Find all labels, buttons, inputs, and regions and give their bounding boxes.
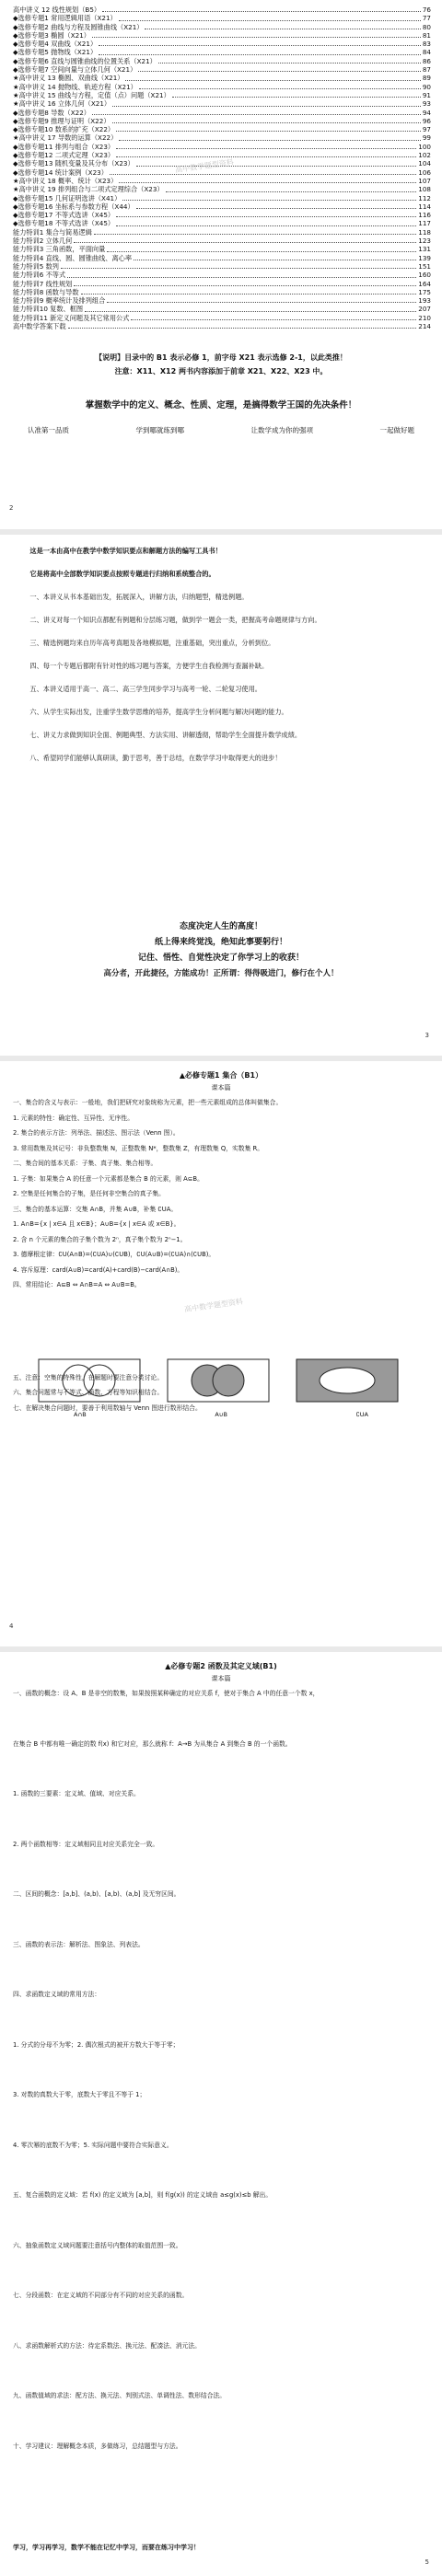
venn-label-2: A∪B (215, 1411, 227, 1418)
functions-line: 一、函数的概念：设 A、B 是非空的数集，如果按照某种确定的对应关系 f，使对于集合 A 中的任意一个数 x， (13, 1690, 320, 1697)
slogan-3: 让数学成为你的强项 (250, 426, 313, 434)
sets-line: 2. 空集是任何集合的子集，是任何非空集合的真子集。 (13, 1190, 165, 1197)
toc-row[interactable] (0, 245, 442, 253)
toc-title: ◆选修专题13 随机变量及其分布（X23） (13, 159, 134, 168)
toc-leader (145, 28, 420, 29)
toc-row[interactable] (0, 280, 442, 288)
toc-page: 97 (422, 125, 431, 134)
toc-page: 99 (422, 133, 431, 143)
toc-page: 102 (418, 151, 431, 160)
toc-title: ◆选修专题4 双曲线（X21） (13, 40, 98, 49)
toc-page: 117 (418, 219, 431, 228)
toc-title: ★高中讲义 16 立体几何（X21） (13, 99, 111, 109)
toc-title: ★高中讲义 13 椭圆、双曲线（X21） (13, 74, 124, 83)
toc-title: 能力特训6 不等式 (13, 271, 66, 280)
toc-page: 114 (418, 202, 431, 211)
toc-leader (74, 241, 416, 243)
toc-row[interactable] (0, 194, 442, 202)
toc-row[interactable] (0, 211, 442, 219)
toc-title: 能力特训2 立体几何 (13, 237, 73, 246)
slogan-2: 学到哪就练到哪 (135, 426, 184, 434)
page-3-sets (0, 1061, 442, 1646)
sets-line: 二、集合间的基本关系：子集、真子集、集合相等。 (13, 1160, 157, 1167)
toc-title: ★高中讲义 19 排列组合与二项式定理综合（X23） (13, 185, 164, 194)
toc-title: ◆选修专题15 几何证明选讲（X41） (13, 193, 122, 202)
functions-line: 3. 对数的真数大于零，底数大于零且不等于 1； (13, 2091, 146, 2098)
sets-line: 2. 含 n 个元素的集合的子集个数为 2ⁿ，真子集个数为 2ⁿ−1。 (13, 1235, 187, 1243)
page-number: 3 (425, 1032, 429, 1039)
toc-page: 77 (422, 14, 431, 23)
venn-label-3: ∁UA (355, 1411, 368, 1418)
toc-title: ◆选修专题6 直线与圆锥曲线的位置关系（X21） (13, 56, 157, 65)
functions-line: 五、复合函数的定义域：若 f(x) 的定义域为 [a,b]，则 f(g(x)) 的定义域由 a≤g(x)≤b 解出。 (13, 2191, 273, 2199)
toc-page: 118 (418, 227, 431, 237)
functions-line: 四、求函数定义域的常用方法： (13, 1991, 101, 1998)
toc-leader (112, 121, 421, 123)
toc-leader (158, 62, 421, 64)
toc-leader (119, 181, 416, 183)
toc-leader (112, 105, 421, 107)
toc-title: ◆选修专题1 常用逻辑用语（X21） (13, 14, 117, 23)
toc-leader (102, 10, 421, 12)
toc-page: 116 (418, 211, 431, 220)
toc-title: ◆选修专题18 不等式选讲（X45） (13, 219, 115, 228)
toc-page: 151 (418, 261, 431, 271)
toc-row[interactable] (0, 83, 442, 91)
page-footer-note: 学习，学习再学习，数学不能在记忆中学习，而要在练习中学习！ (13, 2544, 200, 2551)
closing-line-1: 态度决定人生的高度！ (179, 922, 262, 931)
closing-line-3: 记住、悟性、自觉性决定了你学习上的收获！ (137, 953, 304, 963)
toc-row[interactable] (0, 91, 442, 99)
toc-title: ◆选修专题12 二项式定理（X23） (13, 151, 115, 160)
toc-leader (125, 79, 420, 81)
page-4-functions (0, 1652, 442, 2576)
toc-row[interactable] (0, 117, 442, 125)
toc-row[interactable] (0, 262, 442, 271)
toc-title: 能力特训7 线性规划 (13, 279, 73, 288)
toc-row[interactable] (0, 133, 442, 142)
slogan-1: 认准第一品质 (28, 426, 69, 434)
section-subtitle: 课本篇 (211, 1084, 231, 1092)
toc-page: 106 (418, 167, 431, 177)
functions-line: 二、区间的概念：[a,b]、(a,b)、[a,b)、(a,b] 及无穷区间。 (13, 1890, 180, 1898)
toc-title: 能力特训8 函数与导数 (13, 287, 79, 296)
toc-row[interactable] (0, 271, 442, 279)
toc-page: 210 (418, 313, 431, 322)
toc-page: 93 (422, 99, 431, 109)
toc-title: ◆选修专题2 曲线与方程及圆锥曲线（X21） (13, 22, 144, 31)
toc-title: ◆选修专题16 坐标系与参数方程（X44） (13, 202, 134, 211)
functions-line: 在集合 B 中都有唯一确定的数 f(x) 和它对应，那么就称 f：A→B 为从集合 A 到集合 B 的一个函数。 (13, 1739, 292, 1748)
toc-row[interactable] (0, 237, 442, 245)
toc-leader (85, 310, 416, 312)
sets-line: 1. 子集：如果集合 A 的任意一个元素都是集合 B 的元素，则 A⊆B。 (13, 1174, 204, 1183)
toc-row[interactable] (0, 125, 442, 133)
sets-line: 七、在解决集合问题时，要善于利用数轴与 Venn 图进行数形结合。 (13, 1404, 202, 1412)
sets-line: 一、集合的含义与表示：一般地，我们把研究对象统称为元素，把一些元素组成的总体叫做集合。 (13, 1099, 283, 1106)
toc-row[interactable] (0, 74, 442, 82)
toc-row[interactable] (0, 202, 442, 211)
toc-row[interactable] (0, 6, 442, 14)
toc-row[interactable] (0, 57, 442, 65)
functions-line: 2. 两个函数相等：定义域相同且对应关系完全一致。 (13, 1840, 159, 1848)
toc-page: 108 (418, 185, 431, 194)
toc-row[interactable] (0, 296, 442, 305)
toc-page: 112 (418, 193, 431, 202)
page-1-toc (0, 0, 442, 529)
toc-page: 175 (418, 287, 431, 296)
toc-leader (107, 250, 416, 252)
toc-leader (81, 293, 417, 295)
toc-row[interactable] (0, 254, 442, 262)
toc-title: ◆选修专题17 不等式选讲（X45） (13, 211, 115, 220)
toc-row[interactable] (0, 40, 442, 48)
toc-leader (99, 44, 421, 46)
sets-line: 六、集合问题常与不等式、函数、方程等知识相结合。 (13, 1389, 164, 1396)
page-motto: 掌握数学中的定义、概念、性质、定理，是搞得数学王国的先决条件！ (85, 400, 357, 410)
toc-note-2: 注意：X11、X12 两书内容添加于前章 X21、X22、X23 中。 (114, 367, 328, 375)
preface-paragraph: 六、从学生实际出发，注重学生数学思维的培养，提高学生分析问题与解决问题的能力。 (29, 708, 288, 716)
toc-leader (92, 36, 421, 38)
preface-paragraph: 八、希望同学们能够认真研读，勤于思考，善于总结，在数学学习中取得更大的进步！ (29, 754, 282, 762)
toc-leader (61, 267, 416, 269)
toc-title: 能力特训4 直线、圆、圆锥曲线、离心率 (13, 253, 133, 262)
toc-leader (116, 147, 416, 149)
closing-line-4: 高分者，开此捷径，方能成功！正所谓：得得吸进门，修行在个人！ (103, 969, 339, 978)
section-title: ▲必修专题2 函数及其定义域(B1) (165, 1662, 277, 1670)
sets-line: 三、集合的基本运算：交集 A∩B，并集 A∪B，补集 ∁UA。 (13, 1205, 178, 1213)
toc-page: 80 (422, 22, 431, 31)
functions-line: 八、求函数解析式的方法：待定系数法、换元法、配凑法、消元法。 (13, 2341, 201, 2350)
functions-line: 1. 分式的分母不为零；2. 偶次根式的被开方数大于等于零； (13, 2040, 180, 2049)
toc-row[interactable] (0, 305, 442, 313)
toc-title: 能力特训9 概率统计及排列组合 (13, 296, 106, 306)
toc-leader (172, 96, 421, 98)
slogan-row (0, 425, 442, 435)
toc-row[interactable] (0, 185, 442, 193)
functions-line: 七、分段函数：在定义域的不同部分有不同的对应关系的函数。 (13, 2292, 189, 2299)
toc-page: 131 (418, 245, 431, 254)
page-number: 5 (425, 2559, 429, 2566)
toc-title: ★高中讲义 15 曲线与方程，定值（点）问题（X21） (13, 90, 170, 99)
toc-row[interactable] (0, 168, 442, 177)
toc-title: ★高中讲义 18 概率、统计（X23） (13, 176, 118, 185)
preface-paragraph: 二、讲义对每一个知识点都配有例题和分层练习题，做到学一题会一类，把握高考命题规律与方向。 (29, 616, 321, 624)
toc-leader (116, 156, 416, 157)
toc-page: 104 (418, 159, 431, 168)
toc-row[interactable] (0, 14, 442, 22)
toc-leader (139, 87, 421, 89)
functions-line: 六、抽象函数定义域问题要注意括号内整体的取值范围一致。 (13, 2241, 182, 2249)
toc-page: 107 (418, 176, 431, 185)
toc-page: 164 (418, 279, 431, 288)
venn-intersection (39, 1359, 140, 1402)
toc-row[interactable] (0, 228, 442, 237)
toc-leader (67, 276, 416, 278)
toc-row[interactable] (0, 99, 442, 108)
watermark: 高中数学题型资料 (183, 1297, 244, 1314)
toc-row[interactable] (0, 109, 442, 117)
toc-note: 【说明】目录中的 B1 表示必修 1，前字母 X21 表示选修 2-1，以此类推！ (95, 353, 347, 362)
preface-paragraph: 四、每一个专题后都附有针对性的练习题与答案，方便学生自我检测与查漏补缺。 (29, 662, 269, 670)
toc-page: 123 (418, 237, 431, 246)
toc-title: ◆选修专题3 椭圆（X21） (13, 30, 90, 40)
toc-leader (119, 139, 421, 141)
toc-leader (107, 301, 416, 303)
toc-row[interactable] (0, 48, 442, 56)
toc-row[interactable] (0, 288, 442, 296)
toc-row[interactable] (0, 219, 442, 227)
toc-page: 90 (422, 82, 431, 91)
toc-row[interactable] (0, 322, 442, 330)
functions-body (0, 1689, 442, 2491)
closing-line-2: 纸上得来终觉浅，绝知此事要躬行！ (154, 938, 287, 947)
toc-leader (131, 318, 416, 320)
toc-page: 160 (418, 271, 431, 280)
toc-row[interactable] (0, 31, 442, 40)
preface-paragraph: 三、精选例题均来自历年高考真题及各地模拟题，注重基础，突出重点，分析到位。 (29, 639, 275, 647)
toc-title: 能力特训11 新定义问题及其它常用公式 (13, 313, 130, 322)
preface-body (0, 546, 442, 776)
preface-paragraph: 这是一本由高中在教学中数学知识要点和解题方法的编写工具书！ (29, 547, 222, 555)
functions-line: 1. 函数的三要素：定义域、值域、对应关系。 (13, 1790, 140, 1797)
toc-leader (94, 233, 416, 235)
sets-line: 3. 常用数集及其记号：非负整数集 N，正整数集 N*，整数集 Z，有理数集 Q，实数集 R。 (13, 1144, 264, 1152)
toc-leader (116, 130, 421, 132)
sets-line: 3. 德摩根定律：∁U(A∩B)=(∁UA)∪(∁UB)，∁U(A∪B)=(∁UA)∩(∁UB)。 (13, 1251, 215, 1258)
functions-line: 三、函数的表示法：解析法、图象法、列表法。 (13, 1940, 145, 1948)
venn-label-1: A∩B (74, 1411, 87, 1418)
toc-title: 能力特训10 复数、框图 (13, 305, 84, 314)
toc-title: ◆选修专题7 空间向量与立体几何（X21） (13, 65, 137, 75)
toc-title: ◆选修专题14 统计案例（X23） (13, 167, 108, 177)
venn-union (168, 1359, 269, 1402)
toc-leader (136, 207, 417, 209)
venn-complement (297, 1359, 398, 1402)
toc-title: ◆选修专题8 导数（X22） (13, 108, 90, 117)
toc-leader (99, 53, 421, 55)
toc-page: 89 (422, 74, 431, 83)
toc-title: ★高中讲义 17 导数的运算（X22） (13, 133, 118, 143)
page-2-preface (0, 535, 442, 1056)
toc-page: 84 (422, 48, 431, 57)
toc-leader (119, 19, 421, 21)
toc-page: 94 (422, 108, 431, 117)
sets-line: 1. A∩B={x | x∈A 且 x∈B}；A∪B={x | x∈A 或 x∈B}。 (13, 1220, 180, 1228)
slogan-4: 一起做好题 (379, 426, 414, 434)
toc-leader (116, 225, 416, 226)
preface-paragraph: 它是将高中全部数学知识要点按照专题进行归纳和系统整合的。 (29, 570, 215, 578)
toc-page: 87 (422, 65, 431, 75)
toc-page: 86 (422, 56, 431, 65)
functions-line: 十、学习建议：理解概念本质，多做练习，总结题型与方法。 (13, 2442, 182, 2450)
preface-paragraph: 七、讲义力求做到知识全面、例题典型、方法实用、讲解透彻，帮助学生全面提升数学成绩。 (29, 731, 302, 739)
toc-title: ★高中讲义 14 抛物线、轨迹方程（X21） (13, 82, 137, 91)
toc-title: 高中讲义 12 线性规划（B5） (13, 6, 101, 14)
functions-line: 九、函数值域的求法：配方法、换元法、判别式法、单调性法、数形结合法。 (13, 2392, 227, 2399)
sets-line: 2. 集合的表示方法：列举法、描述法、图示法（Venn 图）。 (13, 1129, 180, 1137)
preface-paragraph: 五、本讲义适用于高一、高二、高三学生同步学习与高考一轮、二轮复习使用。 (29, 685, 262, 693)
venn-diagrams (37, 1356, 405, 1418)
toc-page: 96 (422, 116, 431, 125)
sets-line: 4. 容斥原理：card(A∪B)=card(A)+card(B)−card(A∩B)。 (13, 1265, 184, 1274)
section-title: ▲必修专题1 集合（B1） (179, 1071, 263, 1080)
preface-paragraph: 一、本讲义从书本基础出发，拓展深入，讲解方法，归纳题型，精选例题。 (29, 593, 249, 601)
closing-block (0, 919, 442, 982)
functions-line: 4. 零次幂的底数不为零；5. 实际问题中要符合实际意义。 (13, 2141, 173, 2149)
toc-row[interactable] (0, 23, 442, 31)
toc-title: ◆选修专题5 抛物线（X21） (13, 48, 98, 57)
toc-leader (122, 199, 416, 201)
toc-leader (116, 215, 416, 217)
sets-line: 1. 元素的特性：确定性、互异性、无序性。 (13, 1114, 134, 1122)
toc-row[interactable] (0, 177, 442, 185)
page-number: 4 (9, 1623, 14, 1630)
toc-leader (74, 284, 416, 286)
toc-page: 214 (418, 321, 431, 330)
toc-title: ◆选修专题11 排列与组合（X23） (13, 142, 115, 151)
watermark: 高中数学题型资料 (174, 157, 235, 175)
toc-row[interactable] (0, 65, 442, 74)
toc-page: 139 (418, 253, 431, 262)
toc-leader (68, 327, 417, 329)
toc-leader (138, 70, 421, 72)
sets-line: 五、注意：空集的特殊性，在解题时要注意分类讨论。 (13, 1373, 164, 1381)
toc-row[interactable] (0, 314, 442, 322)
toc-page: 207 (418, 305, 431, 314)
toc-title: 能力特训5 数列 (13, 261, 59, 271)
toc-leader (110, 173, 416, 175)
toc-leader (134, 259, 416, 260)
toc-title: ◆选修专题10 数系的扩充（X22） (13, 125, 115, 134)
toc-title: ◆选修专题9 推理与证明（X22） (13, 116, 110, 125)
toc-page: 91 (422, 90, 431, 99)
toc-page: 81 (422, 30, 431, 40)
toc-page: 100 (418, 142, 431, 151)
toc-page: 83 (422, 40, 431, 49)
page-number: 2 (9, 504, 14, 512)
toc-row[interactable] (0, 143, 442, 151)
toc-title: 能力特训1 集合与简易逻辑 (13, 227, 92, 237)
toc-page: 193 (418, 296, 431, 306)
toc-title: 高中数学答案下载 (13, 321, 66, 330)
toc-leader (92, 113, 421, 115)
section-subtitle: 课本篇 (211, 1675, 231, 1682)
toc-title: 能力特训3 三角函数，平面向量 (13, 245, 106, 254)
toc-leader (166, 191, 417, 192)
toc-page: 76 (422, 6, 431, 14)
sets-line: 四、常用结论：A⊆B ⇔ A∩B=A ⇔ A∪B=B。 (13, 1281, 141, 1288)
